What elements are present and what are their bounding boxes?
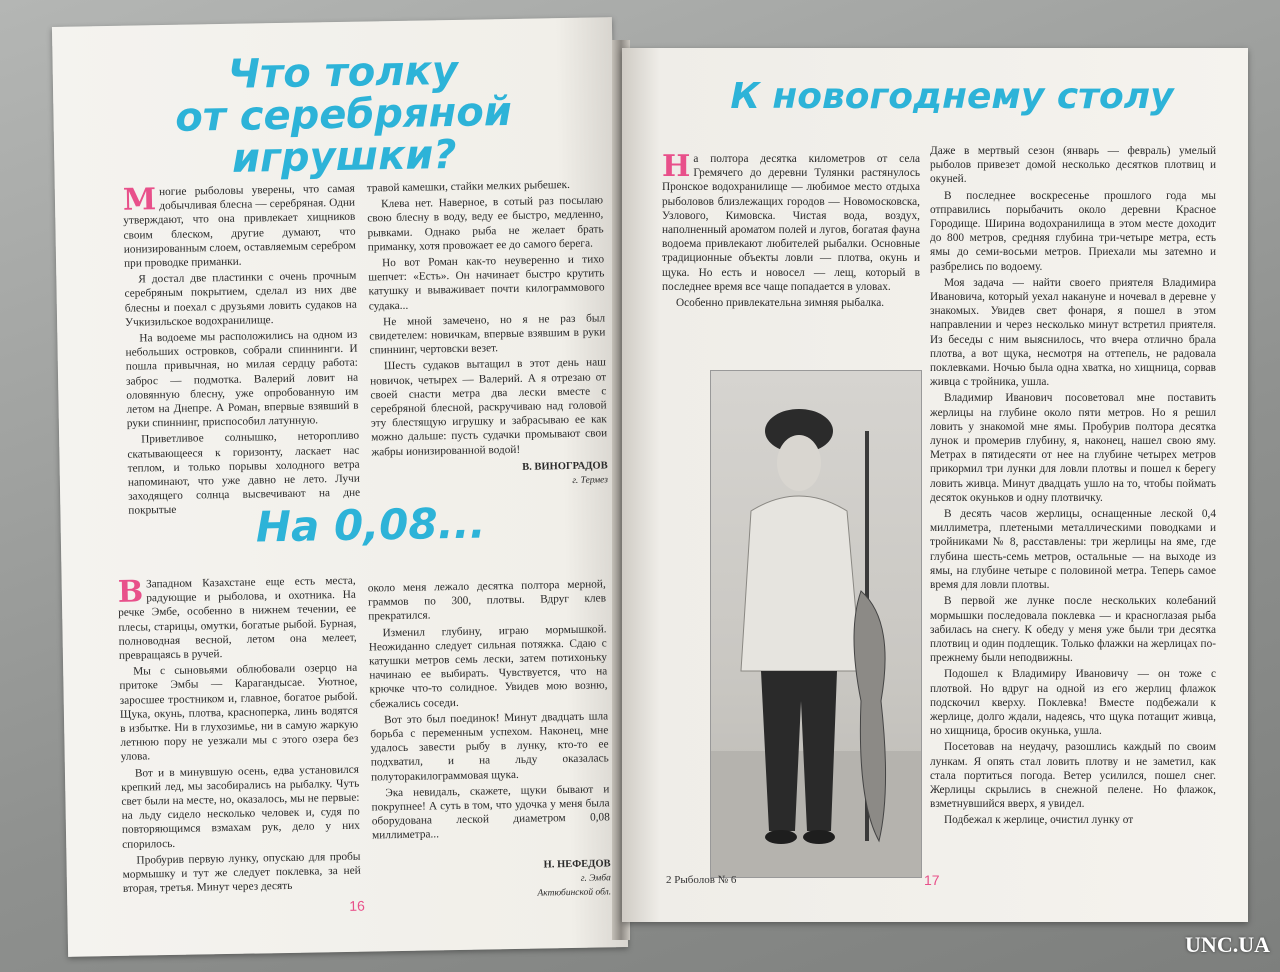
paragraph: Но вот Роман как-то неуверенно и тихо шепчет: «Есть». Он начинает быстро крутить катушку и вываживает почти килограммового судака... — [368, 253, 605, 313]
page-number-left: 16 — [349, 897, 366, 914]
article2-signature: Н. НЕФЕДОВ — [543, 857, 611, 871]
article1-title — [92, 48, 594, 183]
paragraph: Приветливое солнышко, неторопливо скатывающееся к горизонту, ласкает нас теплом, и только порывы холодного ветра напоминают, что уже давно не лето. Лучи заходящего солнца высвечивают на дне покрытые — [127, 430, 361, 518]
paragraph: В первой же лунке после нескольких колебаний мормышки последовала поклевка — и красноглазая рыба забилась на снегу. К обеду у меня уже были три десятка плотвиц и один подлещик. Только флажки на жерлицах по-прежнему были неподвижны. — [930, 595, 1216, 665]
drop-cap: М — [122, 182, 157, 218]
article2-signature-location: г. Эмба — [580, 873, 611, 884]
article3-title: К новогоднему столу — [730, 76, 1174, 117]
paragraph: Клева нет. Наверное, в сотый раз посылаю свою блесну в воду, веду ее быстро, медленно, рывками. Однако рыба не желает брать приманку, хотя провожает ее до самого берега. — [367, 194, 604, 254]
article3-column-2 — [930, 144, 1216, 830]
paragraph: Пробурив первую лунку, опускаю для пробы мормышку и тут же следует поклевка, за ней вторая, третья. Минут через десять — [122, 850, 361, 896]
fisherman-photo — [710, 370, 922, 878]
article1-title-line1: Что толку — [227, 47, 459, 98]
paragraph: Посетовав на неудачу, разошлись каждый по своим лункам. Я опять стал ловить плотву и не заметил, как стала портиться погода. Ветер усилился, пошел снег. Жерлицы скрылись в снежной пелене. Но флажок, взметнувшийся вверх, я увидел. — [930, 741, 1216, 811]
paragraph: около меня лежало десятка полтора мерной, граммов по 300, плотвы. Вдруг клев прекратился. — [367, 578, 607, 623]
paragraph: травой камешки, стайки мелких рыбешек. — [366, 178, 570, 195]
paragraph: На водоеме мы расположились на одном из небольших островков, собрали спиннинги. И пошла привычная, но милая сердцу работа: заброс — подмотка. Валерий ловит на оловянную блесну, уже опробованную им летом на Днепре. А Роман, впервые взявший в руки спиннинг, приспособил латунную. — [125, 328, 359, 430]
article2-column-2 — [368, 577, 612, 903]
right-page — [622, 48, 1248, 922]
paragraph: Владимир Иванович посоветовал мне поставить жерлицы на глубине около пяти метров. Но я решил ловить у знакомой мне ямы. Пробурив полтора десятка лунок и промерив глубину, я, наконец, нашел свою яму. Метрах в пятидесяти от нее на глубине четырех метров прикормил три лунки для ловли плотвы и пошел к берегу ловить живца. Минут двадцать ушло на то, чтобы поймать десяток окуньков и одну плотвичку. — [930, 392, 1216, 504]
paragraph: Эка невидаль, скажете, щуки бывают и покрупнее! А суть в том, что удочка у меня была оборудована леской диаметром 0,08 миллиметра... — [371, 783, 610, 842]
article1-title-line2: от серебряной игрушки? — [174, 88, 513, 182]
article2-column-1 — [118, 574, 362, 899]
article3-column-1 — [662, 149, 920, 312]
drop-cap: Н — [662, 149, 691, 184]
paragraph: В последнее воскресенье прошлого года мы отправились порыбачить около деревни Красное Городище. Ширина водохранилища в этом месте доходит до 800 метров, средняя глубина три-четыре метра, есть ямы до семи-восьми метров. Приехали мы затемно и разбрелись по водоему. — [930, 189, 1216, 273]
paragraph: Особенно привлекательна зимняя рыбалка. — [676, 297, 885, 310]
paragraph: Вот это был поединок! Минут двадцать шла борьба с переменным успехом. Наконец, мне удалось завести рыбу в лунку, кто-то ее подхватил, и на льду оказалась полуторакилограммовая щука. — [370, 710, 609, 784]
paragraph: Подошел к Владимиру Ивановичу — он тоже с плотвой. Но вдруг на одной из его жерлиц флажок подскочил кверху. Поклевка! Вместе подбежали к жерлице, долго ждали, надеясь, что щука потащит живца, но хищница, бросив окунька, ушла. — [930, 668, 1216, 738]
paragraph: а полтора десятка километров от села Гремячего до деревни Тулянки растянулось Пронское водохранилище — любимое место отдыха рыболовов близлежащих городов — Новомосковска, Узлового, Кимовска. Чистая вода, воздух, наполненный ароматом полей и лугов, богатая фауна водоема привлекают любителей рыбалки. Основные традиционные объекты ловли — плотва, окунь и щука. Но есть и новосел — лещ, который в последнее время все чаще попадается в уловах. — [662, 153, 920, 293]
paragraph: Не мной замечено, но я не раз был свидетелем: новичкам, впервые взявшим в руки спиннинг, чертовски везет. — [369, 312, 606, 357]
left-page — [52, 17, 628, 957]
paragraph: ногие рыболовы уверены, что самая добычливая блесна — серебряная. Одни утверждают, что она привлекает хищников своим блеском, другие думают, что ионизированным слоем, оставляемым серебром при проводке приманки. — [123, 182, 356, 270]
paragraph: Даже в мертвый сезон (январь — февраль) умелый рыболов привезет домой несколько десятков плотвиц и окуней. — [930, 145, 1216, 186]
article2-signature-region: Актюбинской обл. — [537, 887, 612, 899]
watermark: UNC.UA — [1185, 932, 1270, 957]
drop-cap: В — [117, 574, 144, 610]
paragraph: Подбежал к жерлице, очистил лунку от — [944, 814, 1134, 827]
fisherman-illustration — [711, 371, 921, 877]
paragraph: Западном Казахстане еще есть места, радующие и рыболова, и охотника. На речке Эмбе, особенно в нижнем течении, ее плесы, старицы, омутки, богатые рыбой. Бурная, полноводная весной, летом она мелеет, превращаясь в ручей. — [118, 574, 357, 662]
paragraph: Вот и в минувшую осень, едва установился крепкий лед, мы засобирались на рыбалку. Чуть свет были на месте, но, оказалось, мы не первые: на льду сидело несколько человек и, судя по повторяющимся взмахам рук, дело у них спорилось. — [121, 763, 361, 851]
page-number-right: 17 — [924, 872, 940, 888]
paragraph: В десять часов жерлицы, оснащенные леской 0,4 миллиметра, плетеными металлическими поводками и тройниками № 8, расставлены: три жерлицы на яме, где глубина шесть-семь метров, остальные — на выходе из ямы, на глубине четыре с половиной метра. Теперь самое время для ловли плотвы. — [930, 508, 1216, 592]
paragraph: Я достал две пластинки с очень прочным серебряным покрытием, сделал из них две блесны и поехал с друзьями ловить судаков на Учкизильское водохранилище. — [124, 269, 357, 329]
article1-signature-location: г. Термез — [572, 475, 609, 487]
article1-column-2 — [367, 177, 608, 491]
paragraph: Мы с сыновьями облюбовали озерцо на притоке Эмбы — Карагандысае. Уютное, заросшее тростником и, главное, богатое рыбой. Щука, окунь, плотва, красноперка, линь водятся в избытке. Ни в глухозимье, ни в самую жаркую летнюю пору не уезжали мы с этого озера без улова. — [119, 661, 359, 764]
paragraph: Изменил глубину, играю мормышкой. Неожиданно следует сильная потяжка. Сдаю с катушки метров семь лески, затем потихоньку начинаю ее выбирать. Чувствуется, что на крючке что-то солидное. Увидев мою возню, сбежались соседи. — [368, 622, 608, 711]
article2-title: На 0,08... — [255, 498, 486, 552]
article1-column-1 — [123, 182, 361, 521]
paragraph: Моя задача — найти своего приятеля Владимира Ивановича, который уехал накануне и ночевал в деревне у знакомых. Увидев свет фонаря, я пошел в этом направлении и через несколько минут встретил приятеля. Из беседы с ним выяснилось, что вчера отлично брала плотва, а вот щука, несмотря на оттепель, не радовала поклевками. Ночью была одна хватка, но хищница, сорвав живца с тройника, ушла. — [930, 276, 1216, 389]
paragraph: Шесть судаков вытащил в этот день наш новичок, четырех — Валерий. А я отрезаю от своей снасти метра два лески вместе с серебряной блесной, раскручиваю над головой эту блестящую игрушку и забрасываю ее как можно дальше: пусть судачки промывают свои жабры ионизированной водой! — [370, 356, 608, 459]
article1-signature: В. ВИНОГРАДОВ — [522, 460, 608, 473]
page-footer: 2 Рыболов № 6 — [666, 874, 737, 886]
